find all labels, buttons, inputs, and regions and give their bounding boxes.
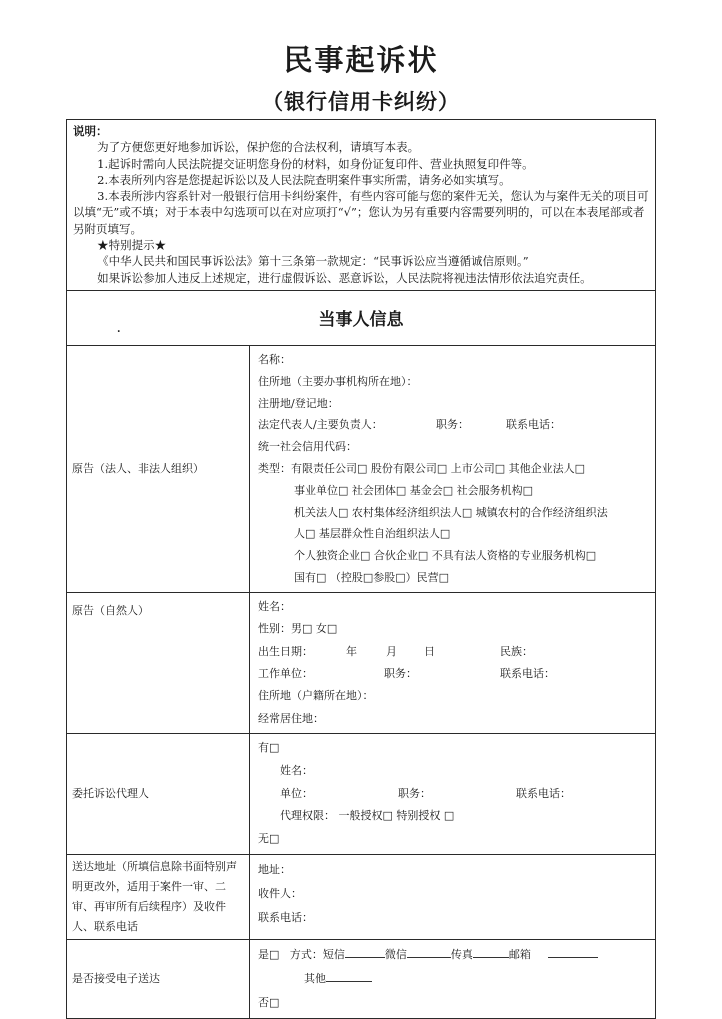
birth-year-label: 年 [346, 644, 357, 658]
instructions-item-2: 2.本表所列内容是您提起诉讼以及人民法院查明案件事实所需，请务必如实填写。 [97, 172, 511, 187]
org-registered-field[interactable]: 注册地/登记地： [258, 396, 339, 410]
org-credit-code-field[interactable]: 统一社会信用代码： [258, 440, 357, 454]
instructions-heading: 说明： [73, 124, 108, 138]
sms-label: 短信 [322, 948, 345, 962]
agent-authority-options[interactable]: 代理权限： 一般授权□ 特别授权 □ [280, 809, 455, 823]
service-address-fields [250, 855, 656, 940]
special-tip-heading: ★特别提示★ [97, 238, 167, 253]
person-birth-row [258, 641, 651, 663]
plaintiff-org-label: 原告（法人、非法人组织） [67, 345, 250, 592]
person-birth-field[interactable]: 出生日期： [258, 644, 313, 658]
other-label: 其他 [304, 972, 326, 986]
org-type-options-4[interactable]: 人□ 基层群众性自治组织法人□ [294, 527, 451, 541]
person-ethnic-field[interactable]: 民族： [500, 644, 533, 658]
org-rep-field[interactable]: 法定代表人/主要负责人： [258, 418, 383, 432]
person-name-field[interactable]: 姓名： [258, 599, 291, 613]
plaintiff-person-fields [250, 592, 656, 733]
person-domicile-field[interactable]: 住所地（户籍所在地）： [258, 689, 374, 703]
org-name-field[interactable]: 名称： [258, 352, 291, 366]
email-blank[interactable] [548, 945, 598, 958]
wechat-label: 微信 [384, 948, 407, 962]
email-label: 邮箱 [508, 948, 531, 962]
agent-yes-checkbox[interactable]: 有□ [258, 741, 280, 755]
person-work-field[interactable]: 工作单位： [258, 666, 313, 680]
org-type-label: 类型： [258, 461, 291, 475]
org-type-options-2[interactable]: 事业单位□ 社会团体□ 基金会□ 社会服务机构□ [294, 483, 534, 497]
special-tip-warning: 如果诉讼参加人违反上述规定，进行虚假诉讼、恶意诉讼，人民法院将视违法情形依法追究责任。 [97, 270, 592, 285]
agent-no-checkbox[interactable]: 无□ [258, 832, 280, 846]
agent-label: 委托诉讼代理人 [67, 734, 250, 855]
org-type-options-3[interactable]: 机关法人□ 农村集体经济组织法人□ 城镇农村的合作经济组织法 [294, 505, 608, 519]
e-service-fields [250, 940, 656, 1019]
person-gender-field[interactable]: 性别：男□ 女□ [258, 622, 338, 636]
party-info-section [67, 290, 656, 345]
e-service-no-checkbox[interactable]: 否□ [258, 996, 280, 1010]
instructions-item-1: 1.起诉时需向人民法院提交证明您身份的材料，如身份证复印件、营业执照复印件等。 [97, 156, 534, 171]
org-type-row-1 [258, 458, 651, 480]
org-address-field[interactable]: 住所地（主要办事机构所在地）： [258, 374, 418, 388]
org-type-options-1[interactable]: 有限责任公司□ 股份有限公司□ 上市公司□ 其他企业法人□ [291, 461, 586, 475]
agent-fields [250, 734, 656, 855]
e-service-method-label: 方式： [289, 948, 323, 962]
e-service-yes-row [258, 943, 651, 967]
service-address-label: 送达地址（所填信息除书面特别声明更改外，适用于案件一审、二审、再审所有后续程序）及收件人、联系电话 [67, 855, 250, 940]
service-phone-field[interactable]: 联系电话： [258, 911, 313, 925]
e-service-yes-checkbox[interactable]: 是□ [258, 948, 280, 962]
org-phone-field[interactable]: 联系电话： [506, 418, 561, 432]
person-work-row [258, 663, 651, 685]
service-recipient-field[interactable]: 收件人： [258, 887, 302, 901]
agent-position-field[interactable]: 职务： [398, 786, 431, 800]
birth-month-label: 月 [386, 644, 397, 658]
person-position-field[interactable]: 职务： [384, 666, 417, 680]
document-title: 民事起诉状 [283, 43, 439, 77]
section-title: 当事人信息 [318, 310, 404, 331]
plaintiff-org-fields [250, 345, 656, 592]
birth-day-label: 日 [424, 644, 435, 658]
fax-label: 传真 [450, 948, 473, 962]
org-type-options-6[interactable]: 国有□ （控股□参股□）民营□ [294, 570, 450, 584]
e-service-other-row [258, 967, 651, 991]
wechat-blank[interactable] [407, 945, 451, 958]
agent-unit-field[interactable]: 单位： [280, 786, 313, 800]
other-blank[interactable] [326, 969, 372, 982]
org-position-field[interactable]: 职务： [436, 418, 469, 432]
service-address-field[interactable]: 地址： [258, 863, 291, 877]
special-tip-law: 《中华人民共和国民事诉讼法》第十三条第一款规定：“民事诉讼应当遵循诚信原则。” [97, 254, 529, 269]
form-table [66, 119, 656, 1019]
document-subtitle: （银行信用卡纠纷） [262, 89, 460, 114]
org-rep-row [258, 414, 651, 436]
org-type-options-5[interactable]: 个人独资企业□ 合伙企业□ 不具有法人资格的专业服务机构□ [294, 549, 597, 563]
instructions-box [67, 120, 656, 291]
sms-blank[interactable] [345, 945, 385, 958]
instructions-intro: 为了方便您更好地参加诉讼，保护您的合法权利，请填写本表。 [97, 140, 420, 155]
agent-phone-field[interactable]: 联系电话： [516, 786, 571, 800]
plaintiff-person-label: 原告（自然人） [67, 592, 250, 733]
fax-blank[interactable] [473, 945, 509, 958]
e-service-label: 是否接受电子送达 [67, 940, 250, 1019]
person-phone-field[interactable]: 联系电话： [500, 666, 555, 680]
person-residence-field[interactable]: 经常居住地： [258, 711, 324, 725]
agent-name-field[interactable]: 姓名： [280, 763, 313, 777]
instructions-item-3: 3.本表所涉内容系针对一般银行信用卡纠纷案件，有些内容可能与您的案件无关，您认为与案件无关的项目可以填“无”或不填；对于本表中勾选项可以在对应项打“√”；您认为另有重要内容需要列明的，可以在本表尾部或者另附页填写。 [73, 189, 649, 236]
agent-unit-row [258, 783, 651, 806]
section-mark: . [117, 323, 121, 335]
